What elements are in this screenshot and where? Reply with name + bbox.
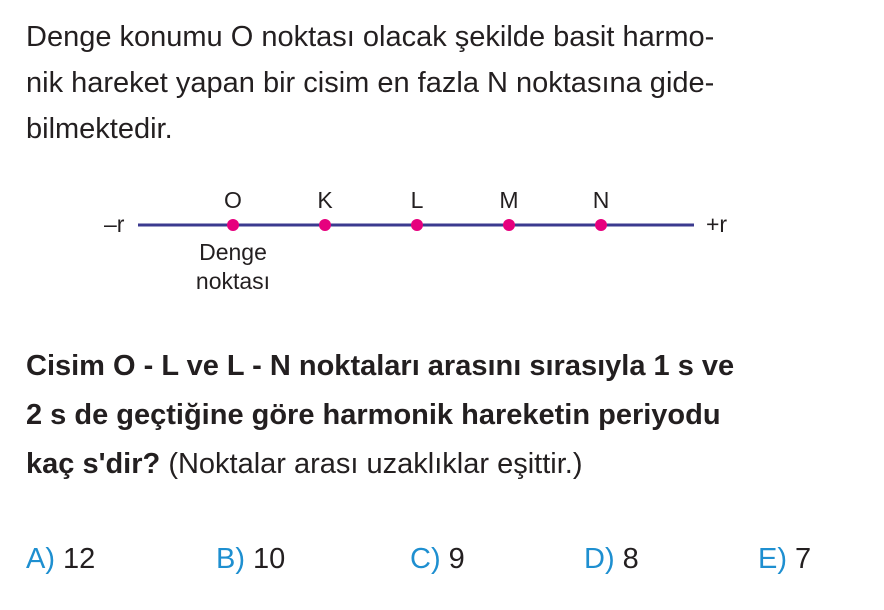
answer-a-value: 12: [63, 543, 96, 575]
harmonic-motion-figure: [0, 180, 884, 310]
equilibrium-label-line1: Denge: [199, 239, 267, 265]
point-n-dot: [595, 219, 607, 231]
point-o-dot: [227, 219, 239, 231]
intro-paragraph: [26, 14, 866, 152]
point-label-o: O: [224, 187, 242, 213]
intro-line-3: bilmektedir.: [26, 113, 173, 145]
question-text: [26, 342, 866, 489]
intro-line-2: nik hareket yapan bir cisim en fazla N noktasına gide-: [26, 67, 715, 99]
question-line-3: [26, 440, 866, 489]
question-line-1-text: Cisim O - L ve L - N noktaları arasını sırasıyla 1 s ve: [26, 350, 735, 382]
answer-option-a[interactable]: [26, 536, 95, 582]
question-line-1: [26, 342, 866, 391]
answer-c-value: 9: [448, 543, 465, 575]
question-line-3-note: (Noktalar arası uzaklıklar eşittir.): [168, 448, 583, 480]
point-l-dot: [411, 219, 423, 231]
equilibrium-label-line2: noktası: [195, 268, 271, 294]
axis-diagram: [0, 180, 884, 310]
right-end-label: +r: [706, 211, 728, 237]
point-k-dot: [319, 219, 331, 231]
point-label-l: L: [410, 187, 424, 213]
answer-option-b[interactable]: [216, 536, 285, 582]
answer-option-e[interactable]: [758, 536, 811, 582]
question-line-2-text: 2 s de geçtiğine göre harmonik hareketin periyodu: [26, 399, 721, 431]
answer-d-letter: D): [584, 543, 615, 575]
point-label-m: M: [499, 187, 519, 213]
answer-option-c[interactable]: [410, 536, 465, 582]
answer-b-value: 10: [253, 543, 286, 575]
answer-b-letter: B): [216, 543, 245, 575]
point-label-k: K: [317, 187, 333, 213]
answer-c-letter: C): [410, 543, 441, 575]
intro-line-1: Denge konumu O noktası olacak şekilde basit harmo-: [26, 21, 715, 53]
question-line-3-bold: kaç s'dir?: [26, 448, 161, 480]
answer-d-value: 8: [622, 543, 639, 575]
answer-e-value: 7: [795, 543, 812, 575]
answer-a-letter: A): [26, 543, 55, 575]
point-m-dot: [503, 219, 515, 231]
question-line-2: [26, 391, 866, 440]
answer-option-d[interactable]: [584, 536, 639, 582]
left-end-label: –r: [104, 211, 125, 237]
answer-options: [0, 536, 884, 582]
answer-e-letter: E): [758, 543, 787, 575]
point-label-n: N: [592, 187, 610, 213]
